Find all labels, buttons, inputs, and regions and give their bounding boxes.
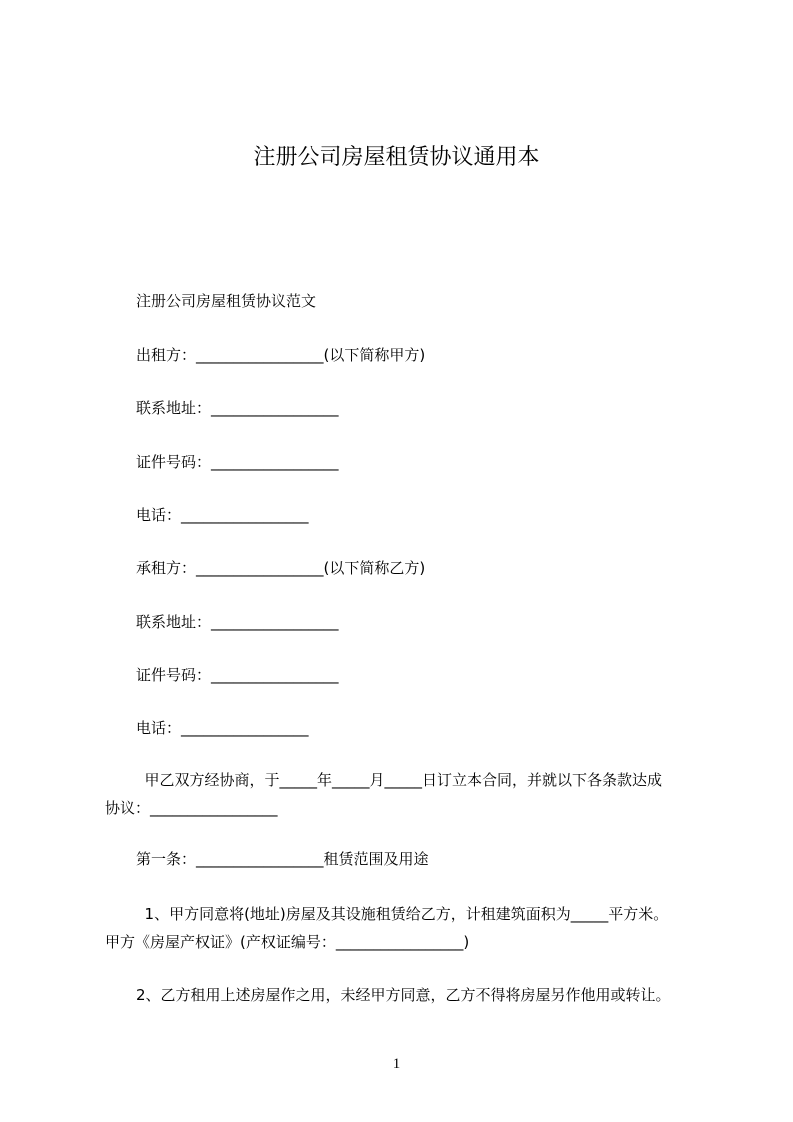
agreement-first-line: 甲乙双方经协商，于_____年_____月_____日订立本合同，并就以下各条款达成 (135, 771, 663, 789)
agreement-second-line: 协议：_________________ (105, 799, 278, 817)
clause-1-second-line: 甲方《房屋产权证》(产权证编号：_________________) (105, 933, 470, 951)
lessee-address-line: 联系地址：_________________ (136, 613, 339, 631)
lessor-id-line: 证件号码：_________________ (136, 453, 339, 471)
lessor-phone-line: 电话：_________________ (136, 506, 309, 524)
clause-1-first-line: 1、甲方同意将(地址)房屋及其设施租赁给乙方，计租建筑面积为_____平方米。 (135, 905, 669, 923)
clause-1-paragraph (105, 900, 705, 956)
lessee-id-line: 证件号码：_________________ (136, 666, 339, 684)
lessor-address-line: 联系地址：_________________ (136, 399, 339, 417)
lessee-line: 承租方：_________________(以下简称乙方) (136, 559, 426, 577)
clause-2: 2、乙方租用上述房屋作之用，未经甲方同意，乙方不得将房屋另作他用或转让。 (136, 986, 671, 1004)
article-1-heading: 第一条：_________________租赁范围及用途 (136, 850, 429, 868)
page-number: 1 (392, 1056, 401, 1072)
subtitle: 注册公司房屋租赁协议范文 (136, 292, 317, 310)
lessor-line: 出租方：_________________(以下简称甲方) (136, 346, 426, 364)
agreement-paragraph (105, 766, 705, 822)
document-title: 注册公司房屋租赁协议通用本 (253, 145, 540, 170)
lessee-phone-line: 电话：_________________ (136, 719, 309, 737)
